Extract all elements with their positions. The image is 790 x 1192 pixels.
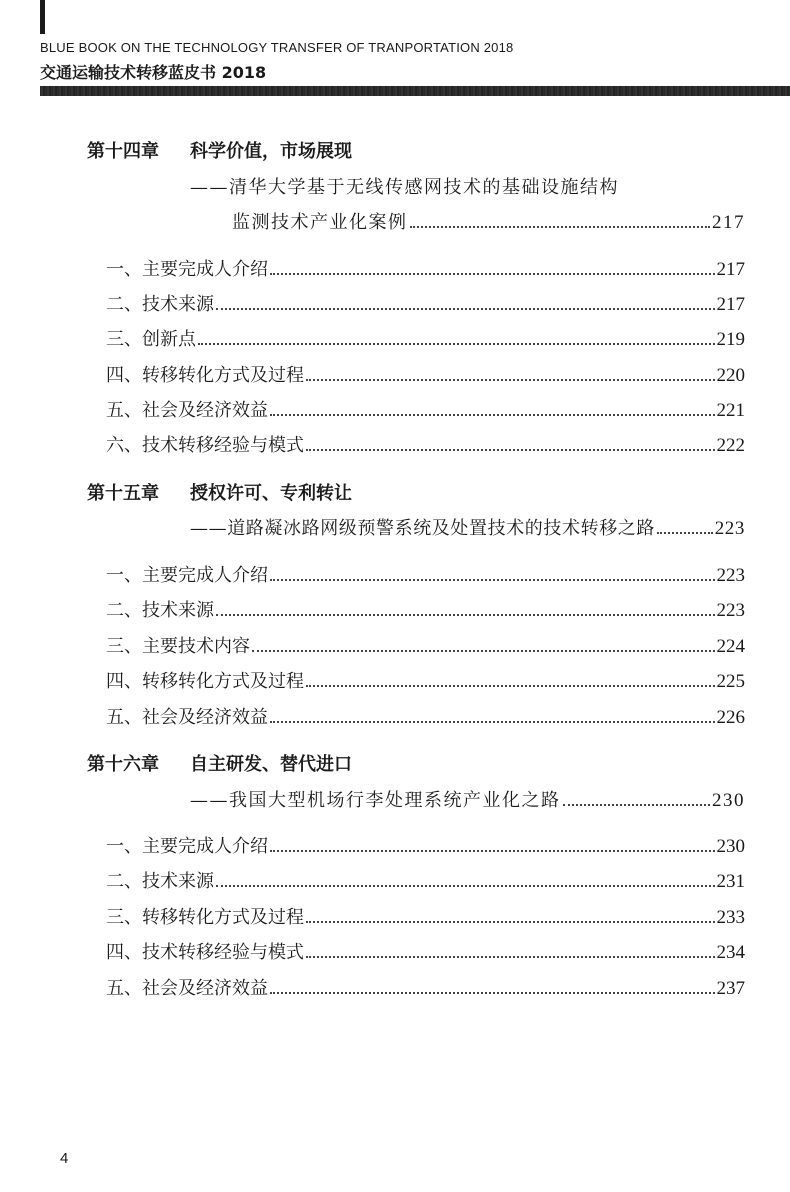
- toc-entry[interactable]: [106, 361, 745, 387]
- dot-leader: [198, 343, 715, 345]
- page-ref: 217: [716, 294, 745, 315]
- entry-label: 监测技术产业化案例: [232, 212, 408, 233]
- dot-leader: [270, 273, 715, 275]
- page-ref: 221: [716, 400, 745, 421]
- dot-leader: [306, 379, 715, 381]
- toc-entry[interactable]: [106, 561, 745, 587]
- entry-label: 六、技术转移经验与模式: [106, 435, 304, 456]
- header-rule-bar: [40, 86, 790, 96]
- chapter-number: 第十四章: [87, 141, 159, 162]
- dot-leader: [216, 885, 715, 887]
- page-ref: 226: [716, 707, 745, 728]
- toc-entry-subtitle[interactable]: [190, 514, 745, 540]
- entry-label: 四、转移转化方式及过程: [106, 365, 304, 386]
- entry-label: 二、技术来源: [106, 600, 214, 621]
- chapter-title: 授权许可、专利转让: [190, 483, 352, 504]
- toc-entry[interactable]: [106, 867, 745, 893]
- chapter-number: 第十五章: [87, 483, 159, 504]
- entry-label: 五、社会及经济效益: [106, 400, 268, 421]
- toc-entry-subtitle[interactable]: [232, 208, 745, 234]
- toc-entry[interactable]: [106, 903, 745, 929]
- entry-label: 四、技术转移经验与模式: [106, 942, 304, 963]
- chapter-heading-16[interactable]: [87, 750, 352, 776]
- page-ref: 225: [716, 671, 745, 692]
- running-header-english: BLUE BOOK ON THE TECHNOLOGY TRANSFER OF TRANPORTATION 2018: [40, 40, 514, 55]
- page-ref: 223: [714, 518, 745, 539]
- toc-entry[interactable]: [106, 974, 745, 1000]
- dot-leader: [657, 532, 713, 534]
- dot-leader: [270, 579, 715, 581]
- entry-label: 一、主要完成人介绍: [106, 259, 268, 280]
- chapter-title: 科学价值，市场展现: [190, 141, 352, 162]
- entry-label: 一、主要完成人介绍: [106, 565, 268, 586]
- entry-label: 五、社会及经济效益: [106, 707, 268, 728]
- dot-leader: [306, 956, 715, 958]
- page-ref: 234: [716, 942, 745, 963]
- page-ref: 220: [716, 365, 745, 386]
- page-ref: 233: [716, 907, 745, 928]
- page-ref: 230: [716, 836, 745, 857]
- toc-entry[interactable]: [106, 290, 745, 316]
- toc-entry[interactable]: [106, 431, 745, 457]
- dot-leader: [306, 449, 715, 451]
- entry-label: 五、社会及经济效益: [106, 978, 268, 999]
- dot-leader: [270, 721, 715, 723]
- entry-label: ——我国大型机场行李处理系统产业化之路: [190, 790, 561, 811]
- toc-entry[interactable]: [106, 938, 745, 964]
- toc-entry[interactable]: [106, 632, 745, 658]
- chapter-heading-14[interactable]: [87, 137, 352, 163]
- dot-leader: [270, 992, 715, 994]
- toc-entry[interactable]: [106, 396, 745, 422]
- dot-leader: [216, 308, 715, 310]
- entry-label: 四、转移转化方式及过程: [106, 671, 304, 692]
- running-header-chinese: 交通运输技术转移蓝皮书 2018: [40, 63, 267, 82]
- dot-leader: [252, 650, 715, 652]
- toc-entry[interactable]: [106, 596, 745, 622]
- dot-leader: [563, 804, 711, 806]
- page-number: 4: [60, 1150, 69, 1167]
- chapter-heading-15[interactable]: [87, 479, 352, 505]
- dot-leader: [306, 685, 715, 687]
- page-ref: 222: [716, 435, 745, 456]
- toc-entry[interactable]: [106, 255, 745, 281]
- page-ref: 224: [716, 636, 745, 657]
- chapter-number: 第十六章: [87, 754, 159, 775]
- header-tick-mark: [40, 0, 45, 34]
- page-ref: 237: [716, 978, 745, 999]
- toc-entry-subtitle[interactable]: [190, 786, 745, 812]
- page-ref: 223: [716, 565, 745, 586]
- dot-leader: [216, 614, 715, 616]
- dot-leader: [270, 414, 715, 416]
- toc-entry[interactable]: [106, 667, 745, 693]
- entry-label: 二、技术来源: [106, 871, 214, 892]
- page-ref: 217: [712, 212, 745, 233]
- dot-leader: [306, 921, 715, 923]
- chapter-title: 自主研发、替代进口: [190, 754, 352, 775]
- dot-leader: [410, 226, 711, 228]
- page-ref: 223: [716, 600, 745, 621]
- entry-label: 三、主要技术内容: [106, 636, 250, 657]
- page-ref: 219: [716, 329, 745, 350]
- entry-label: ——道路凝冰路网级预警系统及处置技术的技术转移之路: [190, 518, 655, 539]
- page-ref: 217: [716, 259, 745, 280]
- toc-entry[interactable]: [106, 325, 745, 351]
- chapter-subtitle-line: ——清华大学基于无线传感网技术的基础设施结构: [190, 177, 619, 198]
- dot-leader: [270, 850, 715, 852]
- entry-label: 三、创新点: [106, 329, 196, 350]
- entry-label: 一、主要完成人介绍: [106, 836, 268, 857]
- page-ref: 231: [716, 871, 745, 892]
- entry-label: 三、转移转化方式及过程: [106, 907, 304, 928]
- page-ref: 230: [712, 790, 745, 811]
- entry-label: 二、技术来源: [106, 294, 214, 315]
- toc-entry[interactable]: [106, 703, 745, 729]
- toc-entry[interactable]: [106, 832, 745, 858]
